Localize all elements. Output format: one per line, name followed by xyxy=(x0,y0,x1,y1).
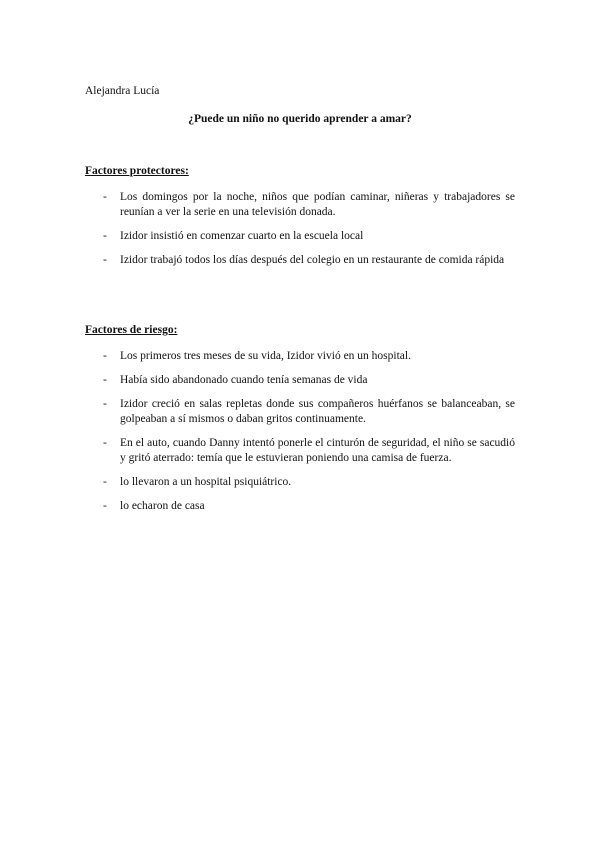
protective-factors-list xyxy=(85,190,515,277)
list-item xyxy=(85,229,515,244)
list-item-text: Los domingos por la noche, niños que podían caminar, niñeras y trabajadores se reunían a ver la serie en una televisión donada. xyxy=(120,191,515,218)
list-item xyxy=(85,436,515,466)
risk-factors-heading: Factores de riesgo: xyxy=(85,324,178,336)
document-title: ¿Puede un niño no querido aprender a amar? xyxy=(188,113,412,125)
bullet-dash: - xyxy=(103,374,107,386)
bullet-dash: - xyxy=(103,350,107,362)
bullet-dash: - xyxy=(103,230,107,242)
list-item xyxy=(85,190,515,220)
bullet-dash: - xyxy=(103,398,107,410)
protective-factors-heading: Factores protectores: xyxy=(85,165,189,177)
list-item xyxy=(85,373,515,388)
list-item xyxy=(85,397,515,427)
list-item-text: Izidor trabajó todos los días después del colegio en un restaurante de comida rápida xyxy=(120,254,505,266)
list-item xyxy=(85,475,515,490)
list-item-text: Izidor insistió en comenzar cuarto en la escuela local xyxy=(120,230,364,242)
list-item xyxy=(85,499,515,514)
bullet-dash: - xyxy=(103,191,107,203)
author-name: Alejandra Lucía xyxy=(85,85,160,97)
list-item xyxy=(85,349,515,364)
bullet-dash: - xyxy=(103,254,107,266)
bullet-dash: - xyxy=(103,476,107,488)
risk-factors-list xyxy=(85,349,515,523)
bullet-dash: - xyxy=(103,437,107,449)
list-item-text: lo echaron de casa xyxy=(120,500,205,512)
list-item-text: En el auto, cuando Danny intentó ponerle el cinturón de seguridad, el niño se sacudió y gritó aterrado: temía que le estuvieran poniendo una camisa de fuerza. xyxy=(120,437,515,464)
list-item-text: lo llevaron a un hospital psiquiátrico. xyxy=(120,476,292,488)
list-item-text: Izidor creció en salas repletas donde sus compañeros huérfanos se balanceaban, se golpeaban a sí mismos o daban gritos continuamente. xyxy=(120,398,515,425)
list-item xyxy=(85,253,515,268)
list-item-text: Había sido abandonado cuando tenía semanas de vida xyxy=(120,374,368,386)
list-item-text: Los primeros tres meses de su vida, Izidor vivió en un hospital. xyxy=(120,350,411,362)
bullet-dash: - xyxy=(103,500,107,512)
